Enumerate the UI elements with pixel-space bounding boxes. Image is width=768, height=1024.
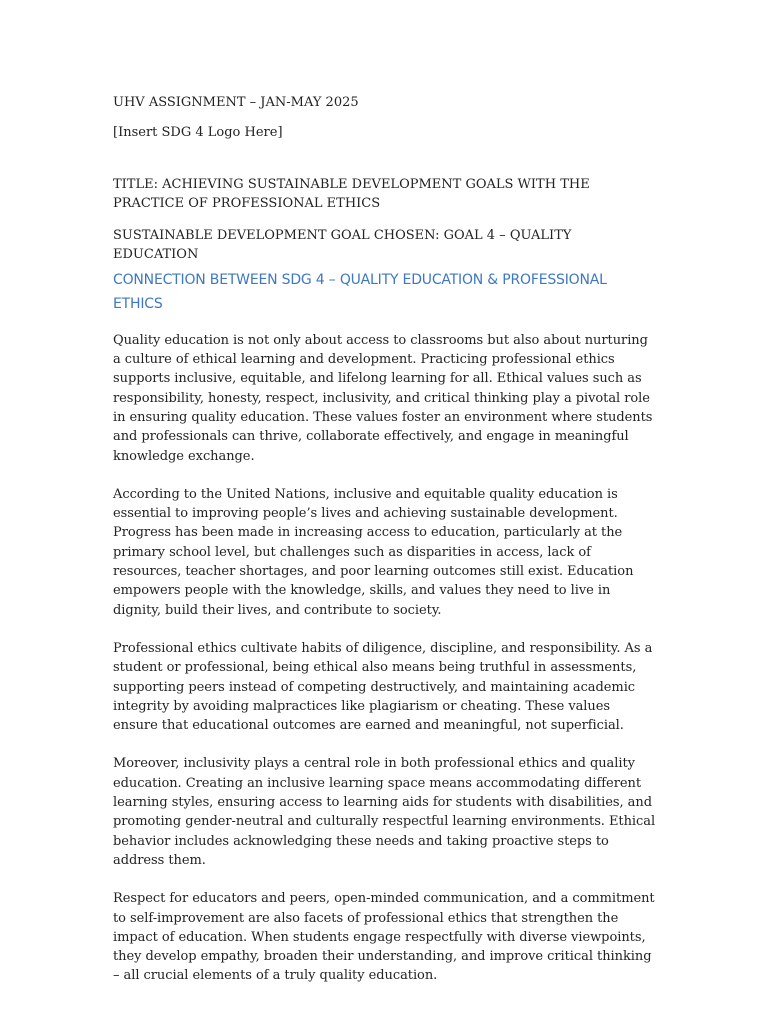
goal-chosen: SUSTAINABLE DEVELOPMENT GOAL CHOSEN: GOAL 4 – QUALITY EDUCATION [113,228,572,263]
assignment-header: UHV ASSIGNMENT – JAN-MAY 2025 [113,95,359,110]
section-heading: CONNECTION BETWEEN SDG 4 – QUALITY EDUCATION & PROFESSIONAL ETHICS [113,271,607,312]
logo-placeholder: [Insert SDG 4 Logo Here] [113,125,283,141]
document-title: TITLE: ACHIEVING SUSTAINABLE DEVELOPMENT GOALS WITH THE PRACTICE OF PROFESSIONAL ETHICS [113,176,590,211]
paragraph-3: Professional ethics cultivate habits of diligence, discipline, and responsibility. As a student or professional, being ethical also means being truthful in assessments, supporting peers instead of competing destructively, and maintaining academic integrity by avoiding malpractices like plagiarism or cheating. These values ensure that educational outcomes are earned and meaningful, not superficial. [113,640,653,734]
paragraph-5: Respect for educators and peers, open-minded communication, and a commitment to self-improvement are also facets of professional ethics that strengthen the impact of education. When students engage respectfully with diverse viewpoints, they develop empathy, broaden their understanding, and improve critical thinking – all crucial elements of a truly quality education. [113,891,655,984]
paragraph-1: Quality education is not only about access to classrooms but also about nurturing a culture of ethical learning and development. Practicing professional ethics supports inclusive, equitable, and lifelong learning for all. Ethical values such as responsibility, honesty, respect, inclusivity, and critical thinking play a pivotal role in ensuring quality education. These values foster an environment where students and professionals can thrive, collaborate effectively, and engage in meaningful knowledge exchange. [113,332,653,464]
paragraph-2: According to the United Nations, inclusive and equitable quality education is essential to improving people’s lives and achieving sustainable development. Progress has been made in increasing access to education, particularly at the primary school level, but challenges such as disparities in access, lack of resources, teacher shortages, and poor learning outcomes still exist. Education empowers people with the knowledge, skills, and values they need to live in dignity, build their lives, and contribute to society. [113,486,634,618]
document-page [113,93,658,1005]
paragraph-4: Moreover, inclusivity plays a central role in both professional ethics and quality education. Creating an inclusive learning space means accommodating different learning styles, ensuring access to learning aids for students with disabilities, and promoting gender-neutral and culturally respectful learning environments. Ethical behavior includes acknowledging these needs and taking proactive steps to address them. [113,756,656,868]
